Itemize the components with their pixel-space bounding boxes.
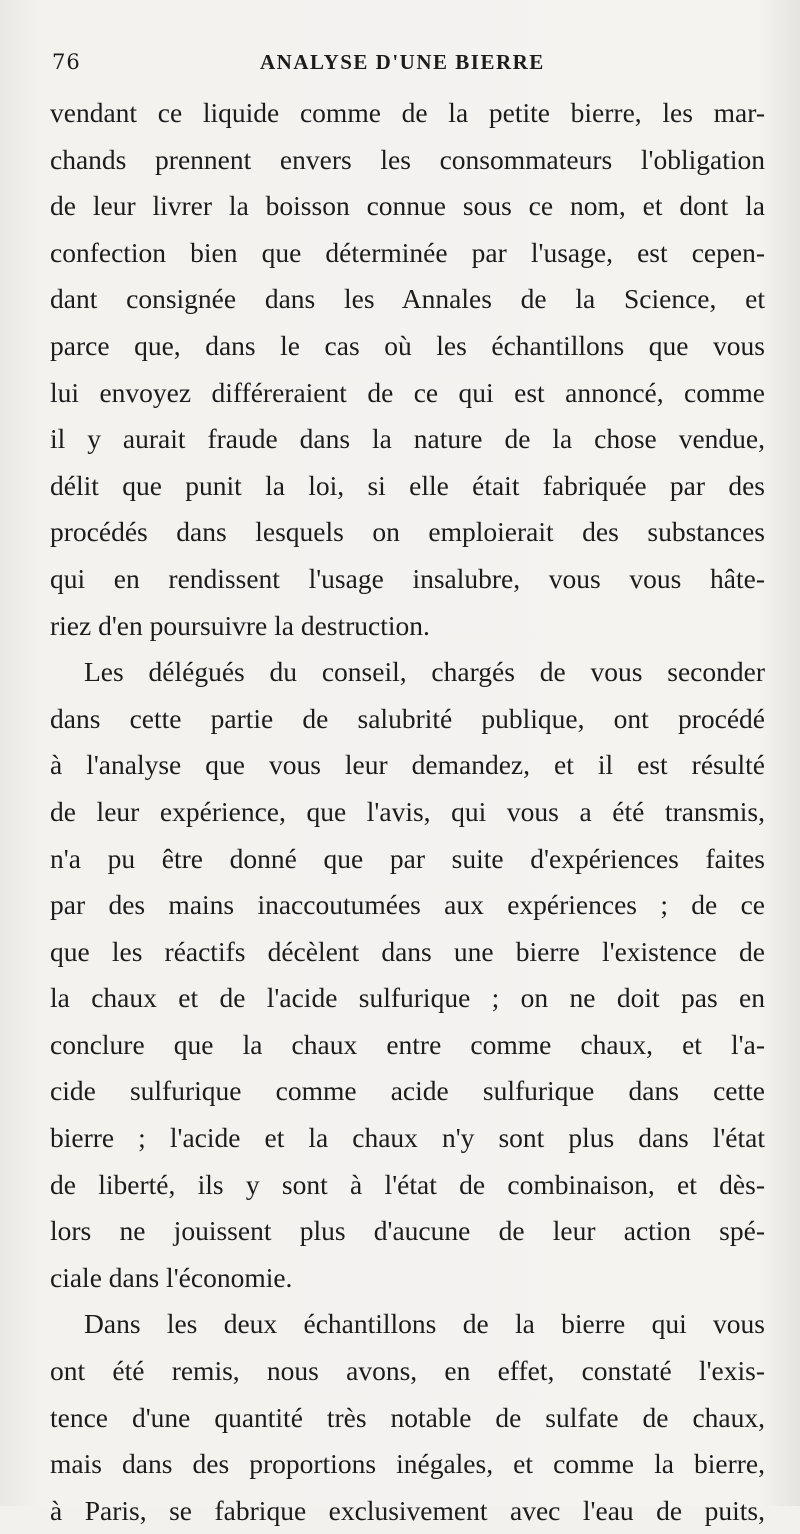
text-line: de leur expérience, que l'avis, qui vous a été transmis, — [50, 795, 765, 827]
text-line: la chaux et de l'acide sulfurique ; on ne doit pas en — [50, 982, 765, 1014]
running-head — [50, 44, 770, 84]
text-line: il y aurait fraude dans la nature de la chose vendue, — [50, 423, 765, 455]
text-line: chands prennent envers les consommateurs l'obligation — [50, 143, 765, 175]
text-line: dans cette partie de salubrité publique, ont procédé — [50, 702, 765, 734]
text-line: par des mains inaccoutumées aux expériences ; de ce — [50, 889, 765, 921]
text-line: parce que, dans le cas où les échantillons que vous — [50, 329, 765, 361]
text-line: que les réactifs décèlent dans une bierre l'existence de — [50, 935, 765, 967]
body-text — [50, 90, 765, 1534]
text-line: n'a pu être donné que par suite d'expériences faites — [50, 842, 765, 874]
running-title: ANALYSE D'UNE BIERRE — [260, 50, 545, 74]
text-line: tence d'une quantité très notable de sulfate de chaux, — [50, 1401, 765, 1433]
text-line: bierre ; l'acide et la chaux n'y sont plus dans l'état — [50, 1122, 765, 1154]
text-line: conclure que la chaux entre comme chaux, et l'a- — [50, 1028, 765, 1060]
text-line: de leur livrer la boisson connue sous ce nom, et dont la — [50, 190, 765, 222]
text-line: lors ne jouissent plus d'aucune de leur action spé- — [50, 1215, 765, 1247]
text-line: de liberté, ils y sont à l'état de combinaison, et dès- — [50, 1168, 765, 1200]
paragraph-first-line: Les délégués du conseil, chargés de vous seconder — [84, 656, 765, 688]
text-line: mais dans des proportions inégales, et comme la bierre, — [50, 1448, 765, 1480]
text-line: confection bien que déterminée par l'usage, est cepen- — [50, 236, 765, 268]
text-line: cide sulfurique comme acide sulfurique dans cette — [50, 1075, 765, 1107]
paragraph-first-line: Dans les deux échantillons de la bierre qui vous — [84, 1308, 765, 1340]
text-line: ciale dans l'économie. — [50, 1261, 293, 1293]
text-line: riez d'en poursuivre la destruction. — [50, 609, 430, 641]
text-line: qui en rendissent l'usage insalubre, vous vous hâte- — [50, 562, 765, 594]
page-number: 76 — [52, 50, 81, 74]
text-line: délit que punit la loi, si elle était fabriquée par des — [50, 469, 765, 501]
text-line: à Paris, se fabrique exclusivement avec l'eau de puits, — [50, 1494, 765, 1526]
text-line: à l'analyse que vous leur demandez, et il est résulté — [50, 749, 765, 781]
text-line: vendant ce liquide comme de la petite bierre, les mar- — [50, 97, 765, 128]
text-line: procédés dans lesquels on emploierait des substances — [50, 516, 765, 548]
text-line: lui envoyez différeraient de ce qui est annoncé, comme — [50, 376, 765, 408]
text-line: dant consignée dans les Annales de la Science, et — [50, 283, 765, 315]
text-line: ont été remis, nous avons, en effet, constaté l'exis- — [50, 1355, 765, 1387]
